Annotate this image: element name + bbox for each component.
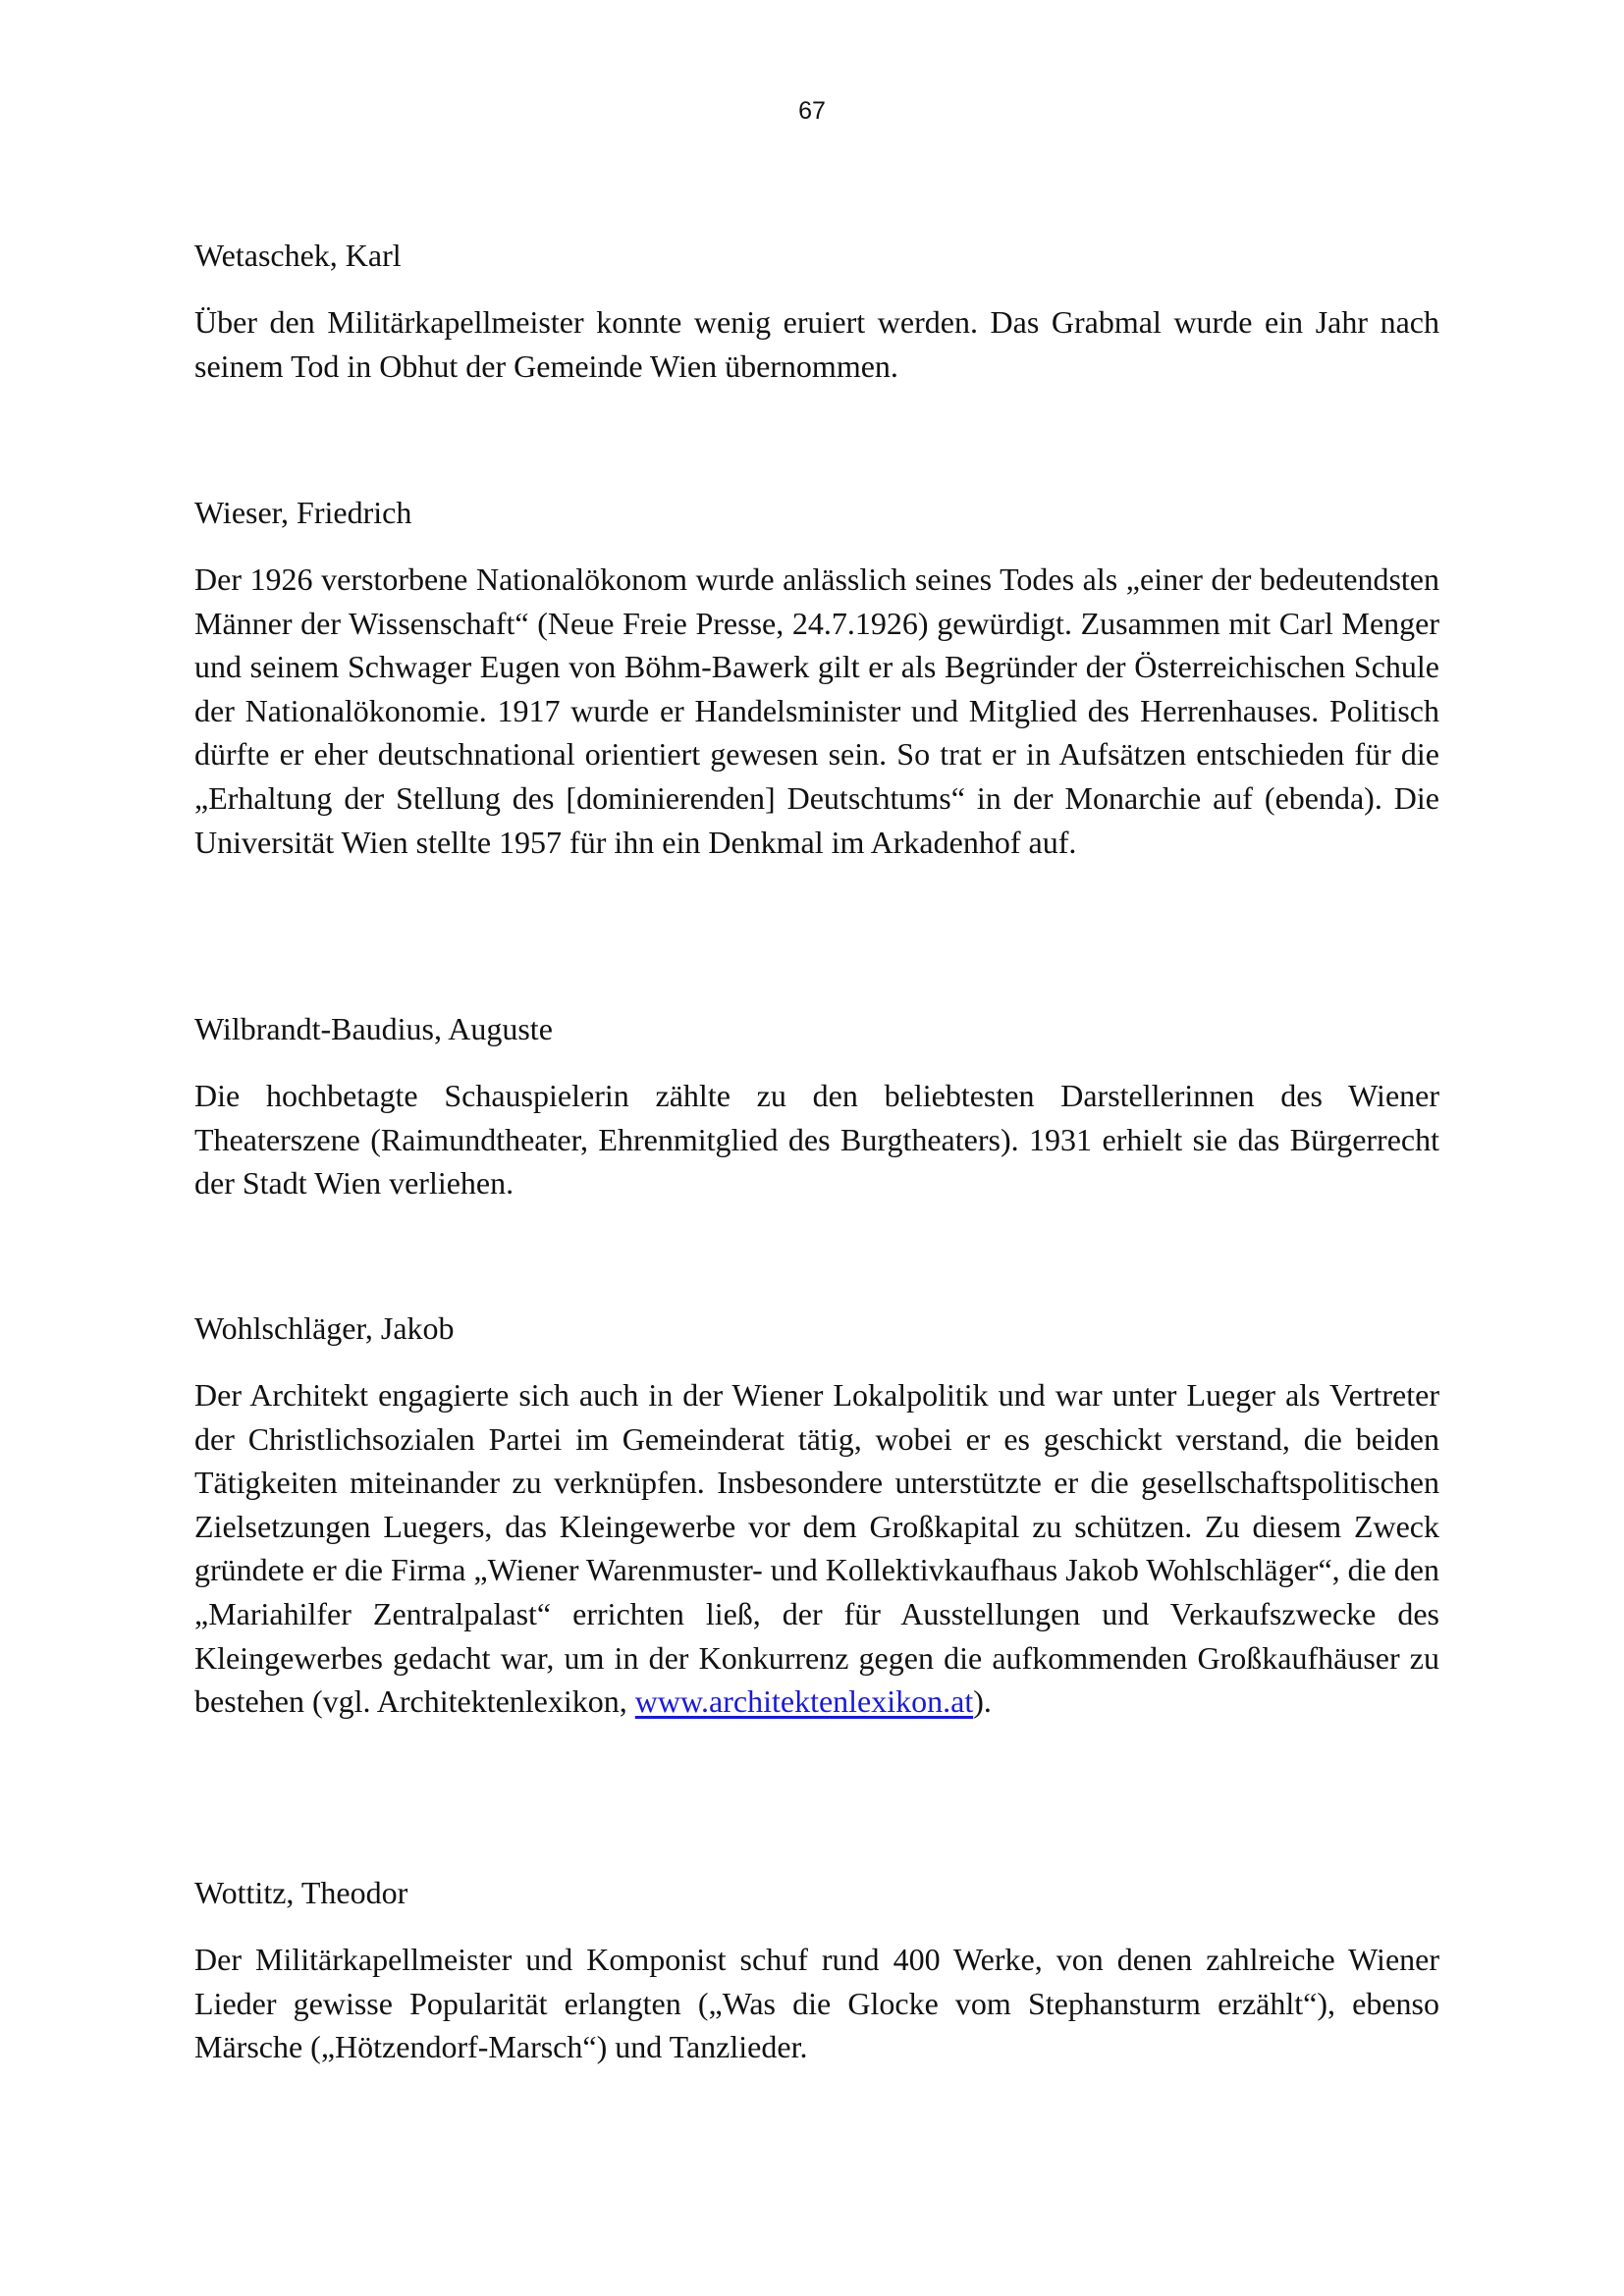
entry-text: Der 1926 verstorbene Nationalökonom wurde anlässlich seines Todes als „einer der bedeutendsten Männer der Wissenschaft“ (Neue Freie Presse, 24.7.1926) gewürdigt. Zusammen mit Carl Menger und seinem Schwager Eugen von Böhm-Bawerk gilt er als Begründer der Österreichischen Schule der Nationalökonomie. 1917 wurde er Handelsminister und Mitglied des Herrenhauses. Politisch dürfte er eher deutschnational orientiert gewesen sein. So trat er in Aufsätzen entschieden für die „Erhaltung der Stellung des [dominierenden] Deutschtums“ in der Monarchie auf (ebenda). Die Universität Wien stellte 1957 für ihn ein Denkmal im Arkadenhof auf. <box>194 561 1439 860</box>
entry-text-part: Der Architekt engagierte sich auch in der Wiener Lokalpolitik und war unter Lueger als Vertreter der Christlichsozialen Partei im Gemeinderat tätig, wobei er es geschickt verstand, die beiden Tätigkeiten miteinander zu verknüpfen. Insbesondere unterstützte er die gesellschaftspolitischen Zielsetzungen Luegers, das Kleingewerbe vor dem Großkapital zu schützen. Zu diesem Zweck gründete er die Firma „Wiener Warenmuster- und Kollektivkaufhaus Jakob Wohlschläger“, die den „Mariahilfer Zentralpalast“ errichten ließ, der für Ausstellungen und Verkaufszwecke des Kleingewerbes gedacht war, um in der Konkurrenz gegen die aufkommenden Großkaufhäuser zu bestehen (vgl. Architektenlexikon, <box>194 1377 1439 1720</box>
entry-text: Der Militärkapellmeister und Komponist schuf rund 400 Werke, von denen zahlreiche Wiener Lieder gewisse Popularität erlangten („Was die Glocke vom Stephansturm erzählt“), ebenso Märsche („Hötzendorf-Marsch“) und Tanzlieder. <box>194 1942 1439 2065</box>
entry-wohlschlaeger <box>194 1307 1439 1724</box>
entry-name: Wottitz, Theodor <box>194 1875 408 1910</box>
entry-text: Die hochbetagte Schauspielerin zählte zu den beliebtesten Darstellerinnen des Wiener Theaterszene (Raimundtheater, Ehrenmitglied des Burgtheaters). 1931 erhielt sie das Bürgerrecht der Stadt Wien verliehen. <box>194 1078 1439 1201</box>
entry-text-part: ). <box>973 1683 992 1720</box>
architektenlexikon-link[interactable]: www.architektenlexikon.at <box>634 1683 974 1720</box>
entry-text <box>194 1373 1439 1724</box>
entry-name: Wieser, Friedrich <box>194 495 412 530</box>
entry-name: Wilbrandt-Baudius, Auguste <box>194 1011 553 1046</box>
page-number: 67 <box>798 97 826 125</box>
entry-text: Über den Militärkapellmeister konnte wenig eruiert werden. Das Grabmal wurde ein Jahr nach seinem Tod in Obhut der Gemeinde Wien übernommen. <box>194 304 1439 384</box>
entry-wilbrandt-baudius <box>194 1007 1439 1205</box>
entry-wetaschek <box>194 234 1439 388</box>
entry-name: Wohlschläger, Jakob <box>194 1310 455 1346</box>
entry-name: Wetaschek, Karl <box>194 238 402 273</box>
entry-wieser <box>194 491 1439 864</box>
entry-wottitz <box>194 1871 1439 2069</box>
